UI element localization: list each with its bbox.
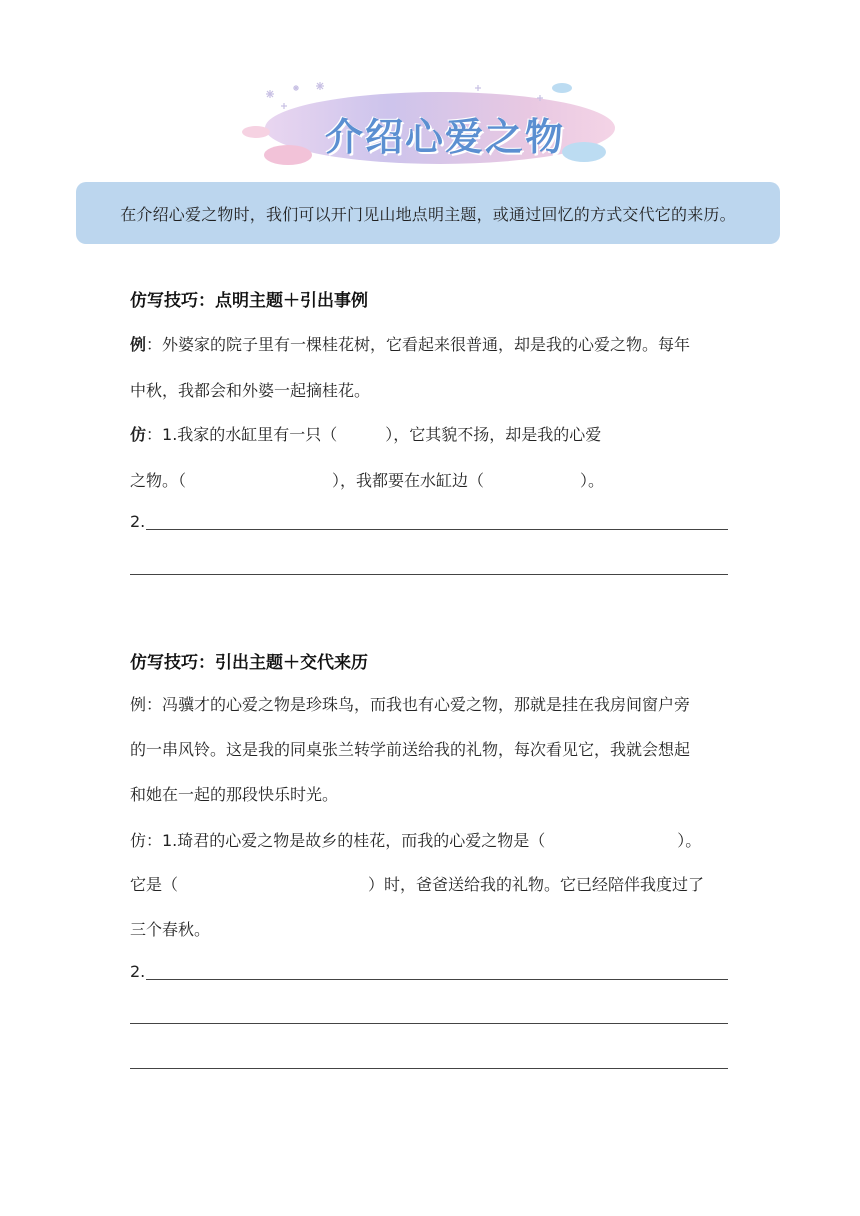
answer-line[interactable] bbox=[130, 1068, 728, 1069]
section-1-heading: 仿写技巧：点明主题＋引出事例 bbox=[130, 291, 368, 311]
section-1-imitate-line-2 bbox=[130, 468, 604, 491]
answer-line[interactable] bbox=[146, 979, 728, 980]
imitate-text-1a: ：1.我家的水缸里有一只（ bbox=[146, 425, 338, 444]
section-1 bbox=[130, 284, 730, 584]
answer-line[interactable] bbox=[130, 1023, 728, 1024]
imitate-text-2b: ）时，爸爸送给我的礼物。它已经陪伴我度过了 bbox=[368, 875, 705, 894]
imitate-text-2a: 之物。（ bbox=[130, 471, 187, 490]
imitate-text-2b: ），我都要在水缸边（ bbox=[332, 471, 485, 490]
imitate-text-1b: ）。 bbox=[677, 831, 702, 850]
section-1-imitate-line-1 bbox=[130, 422, 601, 445]
section-2-example-line-2: 的一串风铃。这是我的同桌张兰转学前送给我的礼物，每次看见它，我就会想起 bbox=[130, 740, 691, 759]
section-2-imitate-line-3: 三个春秋。 bbox=[130, 920, 211, 939]
section-2 bbox=[130, 646, 730, 1086]
section-2-example-line-3: 和她在一起的那段快乐时光。 bbox=[130, 785, 339, 804]
answer-line[interactable] bbox=[130, 574, 728, 575]
section-1-item-2-label: 2. bbox=[130, 512, 146, 531]
section-2-example-line-1: 例：冯骥才的心爱之物是珍珠鸟，而我也有心爱之物，那就是挂在我房间窗户旁 bbox=[130, 695, 691, 714]
example-lead: 例 bbox=[130, 335, 147, 354]
intro-text: 在介绍心爱之物时，我们可以开门见山地点明主题，或通过回忆的方式交代它的来历。 bbox=[120, 204, 736, 224]
section-2-heading: 仿写技巧：引出主题＋交代来历 bbox=[130, 653, 368, 673]
page-title: 介绍心爱之物 bbox=[324, 115, 565, 159]
section-1-example-line-1 bbox=[130, 332, 690, 355]
imitate-text-1a: 仿：1.琦君的心爱之物是故乡的桂花，而我的心爱之物是（ bbox=[130, 831, 546, 850]
imitate-text-1b: ），它其貌不扬，却是我的心爱 bbox=[385, 425, 602, 444]
section-1-example-line-2: 中秋，我都会和外婆一起摘桂花。 bbox=[130, 381, 371, 400]
imitate-text-2a: 它是（ bbox=[130, 875, 179, 894]
section-2-imitate-line-1 bbox=[130, 828, 701, 851]
answer-line[interactable] bbox=[146, 529, 728, 530]
section-2-imitate-line-2 bbox=[130, 872, 704, 895]
imitate-lead: 仿 bbox=[130, 425, 147, 444]
section-2-item-2-label: 2. bbox=[130, 962, 146, 981]
imitate-text-2c: ）。 bbox=[580, 471, 605, 490]
title-banner bbox=[240, 78, 620, 170]
intro-box bbox=[76, 182, 780, 244]
example-text-1: ：外婆家的院子里有一棵桂花树，它看起来很普通，却是我的心爱之物。每年 bbox=[146, 335, 691, 354]
